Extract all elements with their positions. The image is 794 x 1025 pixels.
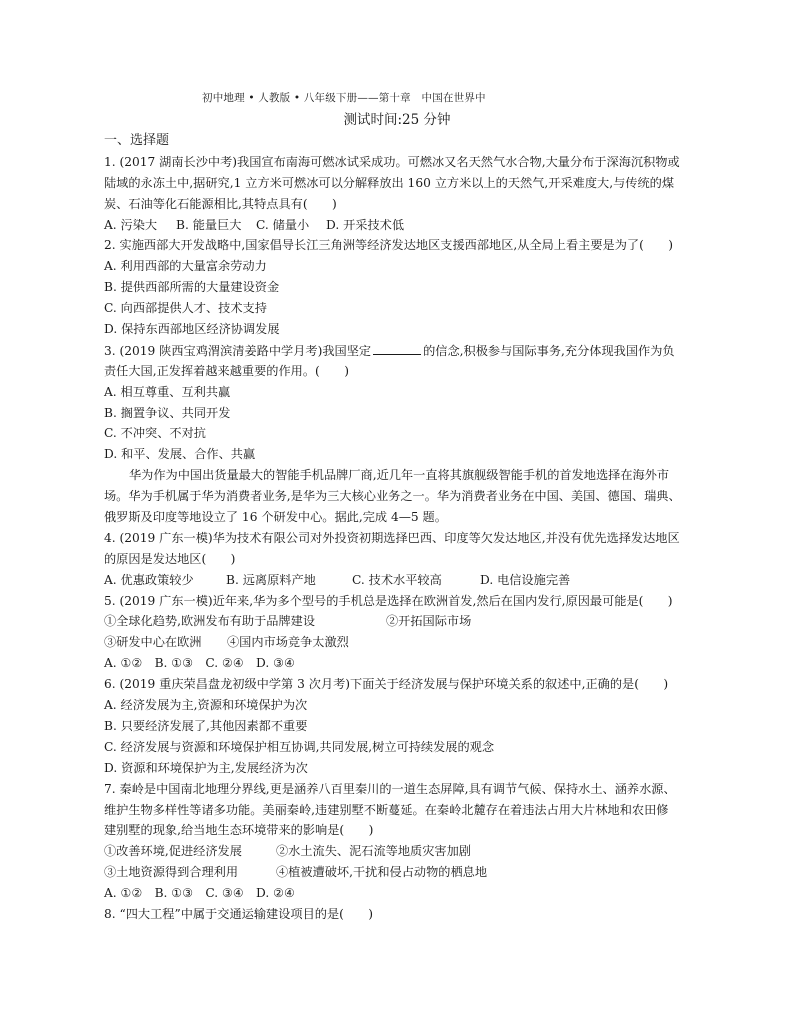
statement-row [104,862,696,883]
question-5 [104,591,696,675]
question-stem-line: 建别墅的现象,给当地生态环境带来的影响是( ) [104,823,374,838]
statement-row [104,632,696,653]
option-b[interactable]: B. 搁置争议、共同开发 [104,405,231,420]
passage-line: 俄罗斯及印度等地设立了 16 个研发中心。据此,完成 4—5 题。 [104,510,447,525]
section-title: 一、选择题 [104,133,170,148]
answer-options[interactable]: A. ①② B. ①③ C. ②④ D. ③④ [104,656,295,671]
option-b[interactable]: B. 能量巨大 [176,217,242,232]
statement-item: ②开拓国际市场 [386,614,472,629]
option-c[interactable]: C. 不冲突、不对抗 [104,426,206,441]
question-6 [104,674,696,778]
question-stem-line: 维护生物多样性等诸多功能。美丽秦岭,违建别墅不断蔓延。在秦岭北麓存在着违法占用大片林地和农田修 [104,802,669,817]
question-stem-line: 1. (2017 湖南长沙中考)我国宣布南海可燃冰试采成功。可燃冰又名天然气水合物,大量分布于深海沉积物或 [104,154,680,169]
option-c[interactable]: C. 向西部提供人才、技术支持 [104,301,267,316]
option-a[interactable]: A. 相互尊重、互利共赢 [104,384,231,399]
question-stem-line: 的原因是发达地区( ) [104,551,236,566]
option-b[interactable]: B. 只要经济发展了,其他因素都不重要 [104,718,308,733]
statement-item: ②水土流失、泥石流等地质灾害加剧 [276,844,471,859]
option-a[interactable]: A. 利用西部的大量富余劳动力 [104,259,267,274]
option-a[interactable]: A. 污染大 [104,217,158,232]
option-row [104,215,696,236]
option-c[interactable]: C. 储量小 [256,217,310,232]
question-stem-line: 陆域的永冻土中,据研究,1 立方米可燃冰可以分解释放出 160 立方米以上的天然气,开采难度大,与传统的煤 [104,175,675,190]
question-stem-line: 5. (2019 广东一模)近年来,华为多个型号的手机总是选择在欧洲首发,然后在国内发行,原因最可能是( ) [104,593,673,608]
question-stem-line: 8. “四大工程”中属于交通运输建设项目的是( ) [104,906,374,921]
question-stem-line: 2. 实施西部大开发战略中,国家倡导长江三角洲等经济发达地区支援西部地区,从全局上看主要是为了( ) [104,238,674,253]
statement-item: ④植被遭破坏,干扰和侵占动物的栖息地 [276,865,488,880]
option-row [104,570,696,591]
statement-item: ③研发中心在欧洲 [104,635,202,650]
question-3 [104,340,696,465]
statement-item: ③土地资源得到合理利用 [104,865,239,880]
option-d[interactable]: D. 资源和环境保护为主,发展经济为次 [104,760,308,775]
reading-passage [104,465,696,528]
statement-item: ④国内市场竞争太激烈 [227,635,349,650]
course-breadcrumb: 初中地理 • 人教版 • 八年级下册——第十章 中国在世界中 [202,92,486,104]
option-a[interactable]: A. 优惠政策较少 [104,572,194,587]
question-7 [104,779,696,904]
question-8 [104,904,696,925]
statement-row [104,841,696,862]
test-duration: 测试时间:25 分钟 [343,112,451,128]
question-4 [104,528,696,591]
question-stem-line: 4. (2019 广东一模)华为技术有限公司对外投资初期选择巴西、印度等欠发达地区,并没有优先选择发达地区 [104,530,680,545]
question-2 [104,235,696,339]
option-d[interactable]: D. 和平、发展、合作、共赢 [104,447,256,462]
passage-line: 场。华为手机属于华为消费者业务,是华为三大核心业务之一。华为消费者业务在中国、美国、德国、瑞典、 [104,489,681,504]
statement-item: ①全球化趋势,欧洲发布有助于品牌建设 [104,614,316,629]
question-1 [104,152,696,236]
option-b[interactable]: B. 提供西部所需的大量建设资金 [104,280,280,295]
question-stem-part: 3. (2019 陕西宝鸡渭滨清姜路中学月考)我国坚定 [104,343,372,358]
statement-row [104,611,696,632]
question-stem-line: 炭、石油等化石能源相比,其特点具有( ) [104,196,337,211]
question-stem-line: 责任大国,正发挥着越来越重要的作用。( ) [104,363,349,378]
statement-item: ①改善环境,促进经济发展 [104,844,242,859]
question-stem-line: 6. (2019 重庆荣昌盘龙初级中学第 3 次月考)下面关于经济发展与保护环境关系的叙述中,正确的是( ) [104,677,669,692]
question-stem-part: 的信念,积极参与国际事务,充分体现我国作为负 [423,343,675,358]
option-c[interactable]: C. 经济发展与资源和环境保护相互协调,共同发展,树立可持续发展的观念 [104,739,495,754]
passage-line: 华为作为中国出货量最大的智能手机品牌厂商,近几年一直将其旗舰级智能手机的首发地选择在海外市 [129,468,670,483]
question-list [104,131,696,925]
question-stem-line [104,340,696,361]
question-stem-line: 7. 秦岭是中国南北地理分界线,更是涵养八百里秦川的一道生态屏障,具有调节气候、保持水土、涵养水源、 [104,781,676,796]
answer-options[interactable]: A. ①② B. ①③ C. ③④ D. ②④ [104,886,295,901]
option-d[interactable]: D. 开采技术低 [326,217,405,232]
option-b[interactable]: B. 远离原料产地 [226,572,316,587]
fill-in-blank [373,340,421,355]
option-a[interactable]: A. 经济发展为主,资源和环境保护为次 [104,698,308,713]
option-c[interactable]: C. 技术水平较高 [352,572,442,587]
option-d[interactable]: D. 保持东西部地区经济协调发展 [104,322,280,337]
option-d[interactable]: D. 电信设施完善 [480,572,571,587]
